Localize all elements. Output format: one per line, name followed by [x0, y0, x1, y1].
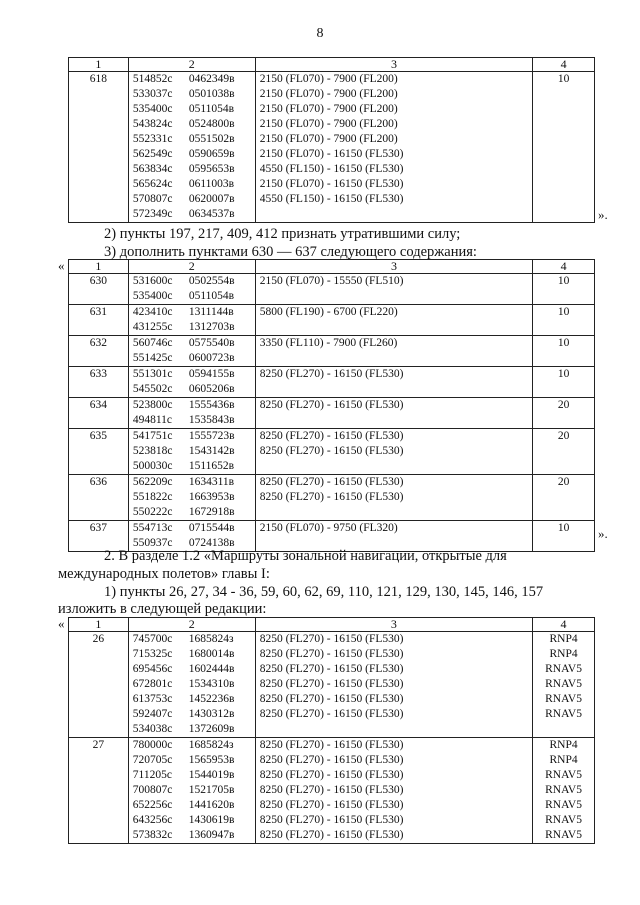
item-number-cell — [69, 398, 129, 429]
table-row — [69, 72, 595, 223]
latitude: 700807c — [132, 784, 173, 796]
coordinates-cell — [128, 367, 255, 398]
latitude: 494811c — [132, 414, 173, 426]
paragraph-3: 3) дополнить пунктами 630 — 637 следующего содержания: — [104, 244, 477, 260]
table-2-close-quote: ». — [598, 526, 608, 541]
latitude: 543824c — [132, 118, 173, 130]
longitude: 0634537в — [188, 208, 235, 220]
paragraph-2: 2) пункты 197, 217, 409, 412 признать утратившими силу; — [104, 226, 461, 242]
coordinate-pair — [133, 738, 251, 753]
column-header: 4 — [533, 58, 595, 72]
item-number-cell — [69, 738, 129, 844]
coordinate-pair — [133, 274, 251, 289]
flight-levels-cell — [255, 305, 532, 336]
column-4-cell — [533, 632, 595, 738]
column-4-value: RNP4 — [549, 633, 578, 645]
column-4-value: 20 — [557, 430, 570, 442]
flight-level-range: 8250 (FL270) - 16150 (FL530) — [259, 476, 404, 488]
flight-level-range: 8250 (FL270) - 16150 (FL530) — [259, 445, 404, 457]
coordinate-pair — [133, 677, 251, 692]
coordinates-cell — [128, 429, 255, 475]
latitude: 643256c — [132, 814, 173, 826]
longitude: 1543142в — [188, 445, 235, 457]
item-number: 635 — [89, 430, 108, 442]
longitude: 1311144в — [188, 306, 234, 318]
item-number-cell — [69, 72, 129, 223]
latitude: 672801c — [132, 678, 173, 690]
longitude: 1452236в — [188, 693, 235, 705]
longitude: 1680014в — [188, 648, 235, 660]
column-4-value: RNAV5 — [545, 784, 582, 796]
flight-level-range: 8250 (FL270) - 16150 (FL530) — [259, 678, 404, 690]
coordinate-pair — [133, 505, 251, 520]
flight-level-range: 2150 (FL070) - 15550 (FL510) — [259, 275, 404, 287]
flight-level-range: 8250 (FL270) - 16150 (FL530) — [259, 430, 404, 442]
column-header: 3 — [255, 260, 532, 274]
coordinate-pair — [133, 162, 251, 177]
column-4-value: RNP4 — [549, 648, 578, 660]
coordinate-pair — [133, 647, 251, 662]
column-4-cell — [533, 367, 595, 398]
longitude: 1535843в — [188, 414, 235, 426]
column-4-value: 10 — [557, 306, 570, 318]
flight-level-range: 8250 (FL270) - 16150 (FL530) — [259, 693, 404, 705]
flight-levels-cell — [255, 429, 532, 475]
coordinate-pair — [133, 413, 251, 428]
latitude: 514852c — [132, 73, 173, 85]
items-paragraph-line-2: изложить в следующей редакции: — [58, 601, 267, 617]
longitude: 0715544в — [188, 522, 235, 534]
longitude: 1430619в — [188, 814, 235, 826]
flight-levels-cell — [255, 475, 532, 521]
column-4-value: RNAV5 — [545, 708, 582, 720]
column-4-value: 10 — [557, 275, 570, 287]
flight-level-range: 8250 (FL270) - 16150 (FL530) — [259, 663, 404, 675]
longitude: 1544019в — [188, 769, 235, 781]
flight-level-range: 2150 (FL070) - 7900 (FL200) — [259, 118, 398, 130]
column-4-value: 10 — [557, 73, 570, 85]
page-number: 8 — [316, 26, 324, 41]
latitude: 552331c — [132, 133, 173, 145]
flight-levels-cell — [255, 367, 532, 398]
item-number: 630 — [89, 275, 108, 287]
column-4-value: 10 — [557, 337, 570, 349]
column-4-value: RNAV5 — [545, 814, 582, 826]
coordinate-pair — [133, 662, 251, 677]
coordinate-pair — [133, 813, 251, 828]
longitude: 1511652в — [188, 460, 235, 472]
flight-levels-cell — [255, 738, 532, 844]
coordinate-pair — [133, 289, 251, 304]
latitude: 533037c — [132, 88, 173, 100]
flight-level-range: 8250 (FL270) - 16150 (FL530) — [259, 633, 404, 645]
flight-level-range: 8250 (FL270) - 16150 (FL530) — [259, 769, 404, 781]
flight-level-range: 4550 (FL150) - 16150 (FL530) — [259, 163, 404, 175]
coordinate-pair — [133, 72, 251, 87]
longitude: 1602444в — [188, 663, 235, 675]
coordinate-pair — [133, 132, 251, 147]
column-4-value: RNAV5 — [545, 693, 582, 705]
coordinate-pair — [133, 207, 251, 222]
latitude: 551822c — [132, 491, 173, 503]
coordinate-pair — [133, 475, 251, 490]
coordinate-pair — [133, 320, 251, 335]
longitude: 1685824з — [188, 739, 234, 751]
longitude: 0524800в — [188, 118, 235, 130]
table-row — [69, 475, 595, 521]
item-number-cell — [69, 305, 129, 336]
section-paragraph-line-1: 2. В разделе 1.2 «Маршруты зональной навигации, открытые для — [104, 548, 507, 564]
table-row — [69, 738, 595, 844]
coordinates-cell — [128, 475, 255, 521]
longitude: 1663953в — [188, 491, 235, 503]
item-number: 634 — [89, 399, 108, 411]
coordinate-pair — [133, 398, 251, 413]
flight-levels-cell — [255, 336, 532, 367]
column-header: 1 — [69, 58, 129, 72]
column-header: 2 — [128, 58, 255, 72]
column-4-cell — [533, 521, 595, 552]
latitude: 562549c — [132, 148, 173, 160]
flight-level-range: 8250 (FL270) - 16150 (FL530) — [259, 829, 404, 841]
item-number: 631 — [89, 306, 108, 318]
latitude: 572349c — [132, 208, 173, 220]
latitude: 720705c — [132, 754, 173, 766]
coordinate-pair — [133, 382, 251, 397]
item-number: 618 — [89, 73, 108, 85]
column-4-value: 20 — [557, 476, 570, 488]
coordinate-pair — [133, 692, 251, 707]
flight-level-range: 8250 (FL270) - 16150 (FL530) — [259, 784, 404, 796]
item-number-cell — [69, 429, 129, 475]
latitude: 554713c — [132, 522, 173, 534]
latitude: 613753c — [132, 693, 173, 705]
column-4-cell — [533, 429, 595, 475]
latitude: 500030c — [132, 460, 173, 472]
coordinates-cell — [128, 305, 255, 336]
coordinate-pair — [133, 521, 251, 536]
longitude: 0620007в — [188, 193, 235, 205]
latitude: 715325c — [132, 648, 173, 660]
column-4-value: RNAV5 — [545, 678, 582, 690]
coordinates-cell — [128, 632, 255, 738]
latitude: 423410c — [132, 306, 173, 318]
longitude: 1565953в — [188, 754, 235, 766]
flight-level-range: 8250 (FL270) - 16150 (FL530) — [259, 648, 404, 660]
coordinate-pair — [133, 768, 251, 783]
coordinate-pair — [133, 367, 251, 382]
table-row — [69, 429, 595, 475]
flight-level-range: 8250 (FL270) - 16150 (FL530) — [259, 368, 404, 380]
latitude: 534038c — [132, 723, 173, 735]
flight-level-range: 8250 (FL270) - 16150 (FL530) — [259, 739, 404, 751]
longitude: 0511054в — [188, 103, 235, 115]
coordinate-pair — [133, 336, 251, 351]
latitude: 523800c — [132, 399, 173, 411]
table-3-open-quote: « — [58, 616, 65, 631]
column-header: 4 — [533, 618, 595, 632]
table-2 — [68, 259, 595, 552]
column-4-cell — [533, 72, 595, 223]
item-number-cell — [69, 274, 129, 305]
column-4-cell — [533, 305, 595, 336]
table-row — [69, 398, 595, 429]
table-1-close-quote: ». — [598, 207, 608, 222]
longitude: 1534310в — [188, 678, 235, 690]
longitude: 0501038в — [188, 88, 235, 100]
longitude: 1685824з — [188, 633, 234, 645]
column-4-value: 10 — [557, 522, 570, 534]
latitude: 565624c — [132, 178, 173, 190]
flight-level-range: 4550 (FL150) - 16150 (FL530) — [259, 193, 404, 205]
table-3 — [68, 617, 595, 844]
latitude: 431255c — [132, 321, 173, 333]
table-header-row — [69, 58, 595, 72]
flight-level-range: 8250 (FL270) - 16150 (FL530) — [259, 814, 404, 826]
longitude: 1672918в — [188, 506, 235, 518]
latitude: 563834c — [132, 163, 173, 175]
longitude: 1634311в — [188, 476, 235, 488]
flight-levels-cell — [255, 398, 532, 429]
column-4-value: RNP4 — [549, 754, 578, 766]
flight-level-range: 3350 (FL110) - 7900 (FL260) — [259, 337, 398, 349]
column-header: 1 — [69, 618, 129, 632]
latitude: 573832c — [132, 829, 173, 841]
coordinates-cell — [128, 274, 255, 305]
table-row — [69, 632, 595, 738]
column-4-cell — [533, 336, 595, 367]
latitude: 551301c — [132, 368, 173, 380]
table-row — [69, 305, 595, 336]
coordinates-cell — [128, 336, 255, 367]
table-header-row — [69, 260, 595, 274]
longitude: 1555436в — [188, 399, 235, 411]
item-number-cell — [69, 367, 129, 398]
longitude: 0590659в — [188, 148, 235, 160]
coordinate-pair — [133, 351, 251, 366]
latitude: 652256c — [132, 799, 173, 811]
item-number: 637 — [89, 522, 108, 534]
table-header-row — [69, 618, 595, 632]
coordinate-pair — [133, 707, 251, 722]
item-number: 26 — [92, 633, 105, 645]
flight-level-range: 2150 (FL070) - 7900 (FL200) — [259, 133, 398, 145]
column-header: 1 — [69, 260, 129, 274]
latitude: 562209c — [132, 476, 173, 488]
table-row — [69, 336, 595, 367]
longitude: 0462349в — [188, 73, 235, 85]
longitude: 1360947в — [188, 829, 235, 841]
coordinate-pair — [133, 783, 251, 798]
longitude: 1441620в — [188, 799, 235, 811]
item-number: 633 — [89, 368, 108, 380]
flight-level-range: 2150 (FL070) - 9750 (FL320) — [259, 522, 398, 534]
flight-level-range: 5800 (FL190) - 6700 (FL220) — [259, 306, 398, 318]
longitude: 1430312в — [188, 708, 235, 720]
latitude: 711205c — [132, 769, 172, 781]
flight-level-range: 2150 (FL070) - 7900 (FL200) — [259, 73, 398, 85]
coordinates-cell — [128, 72, 255, 223]
column-4-cell — [533, 398, 595, 429]
longitude: 0595653в — [188, 163, 235, 175]
coordinate-pair — [133, 87, 251, 102]
latitude: 535400c — [132, 103, 173, 115]
latitude: 745700c — [132, 633, 173, 645]
flight-levels-cell — [255, 632, 532, 738]
latitude: 695456c — [132, 663, 173, 675]
longitude: 0594155в — [188, 368, 235, 380]
latitude: 545502c — [132, 383, 173, 395]
flight-level-range: 2150 (FL070) - 7900 (FL200) — [259, 88, 398, 100]
coordinate-pair — [133, 177, 251, 192]
column-4-value: RNAV5 — [545, 663, 582, 675]
coordinate-pair — [133, 147, 251, 162]
latitude: 780000c — [132, 739, 173, 751]
column-4-value: RNAV5 — [545, 769, 582, 781]
flight-levels-cell — [255, 72, 532, 223]
coordinates-cell — [128, 398, 255, 429]
item-number-cell — [69, 632, 129, 738]
coordinates-cell — [128, 738, 255, 844]
table-row — [69, 274, 595, 305]
item-number-cell — [69, 336, 129, 367]
coordinate-pair — [133, 798, 251, 813]
latitude: 550937c — [132, 537, 173, 549]
coordinate-pair — [133, 305, 251, 320]
coordinate-pair — [133, 444, 251, 459]
column-header: 3 — [255, 618, 532, 632]
flight-levels-cell — [255, 274, 532, 305]
coordinate-pair — [133, 117, 251, 132]
coordinate-pair — [133, 828, 251, 843]
item-number: 636 — [89, 476, 108, 488]
coordinate-pair — [133, 102, 251, 117]
longitude: 0575540в — [188, 337, 235, 349]
coordinate-pair — [133, 192, 251, 207]
column-header: 3 — [255, 58, 532, 72]
latitude: 560746c — [132, 337, 173, 349]
longitude: 1312703в — [188, 321, 235, 333]
latitude: 550222c — [132, 506, 173, 518]
flight-level-range: 8250 (FL270) - 16150 (FL530) — [259, 799, 404, 811]
latitude: 551425c — [132, 352, 173, 364]
latitude: 592407c — [132, 708, 173, 720]
flight-level-range: 2150 (FL070) - 16150 (FL530) — [259, 178, 404, 190]
flight-level-range: 8250 (FL270) - 16150 (FL530) — [259, 399, 404, 411]
coordinate-pair — [133, 632, 251, 647]
longitude: 0724138в — [188, 537, 235, 549]
table-1 — [68, 57, 595, 223]
coordinate-pair — [133, 753, 251, 768]
items-paragraph-line-1: 1) пункты 26, 27, 34 - 36, 59, 60, 62, 69, 110, 121, 129, 130, 145, 146, 157 — [104, 584, 544, 600]
coordinate-pair — [133, 722, 251, 737]
coordinate-pair — [133, 490, 251, 505]
longitude: 1372609в — [188, 723, 235, 735]
table-row — [69, 367, 595, 398]
item-number: 27 — [92, 739, 105, 751]
column-header: 2 — [128, 618, 255, 632]
longitude: 0511054в — [188, 290, 235, 302]
latitude: 523818c — [132, 445, 173, 457]
column-4-value: RNAV5 — [545, 829, 582, 841]
latitude: 541751c — [132, 430, 173, 442]
column-header: 4 — [533, 260, 595, 274]
latitude: 570807c — [132, 193, 173, 205]
latitude: 531600c — [132, 275, 173, 287]
longitude: 0611003в — [188, 178, 235, 190]
flight-level-range: 8250 (FL270) - 16150 (FL530) — [259, 754, 404, 766]
column-4-cell — [533, 475, 595, 521]
longitude: 0600723в — [188, 352, 235, 364]
column-4-value: 10 — [557, 368, 570, 380]
flight-level-range: 2150 (FL070) - 7900 (FL200) — [259, 103, 398, 115]
longitude: 0502554в — [188, 275, 235, 287]
item-number-cell — [69, 475, 129, 521]
column-4-value: RNAV5 — [545, 799, 582, 811]
item-number: 632 — [89, 337, 108, 349]
longitude: 1555723в — [188, 430, 235, 442]
longitude: 0605206в — [188, 383, 235, 395]
longitude: 0551502в — [188, 133, 235, 145]
section-paragraph-line-2: международных полетов» главы I: — [58, 566, 270, 582]
column-4-value: 20 — [557, 399, 570, 411]
flight-level-range: 2150 (FL070) - 16150 (FL530) — [259, 148, 404, 160]
table-2-open-quote: « — [58, 258, 65, 273]
column-header: 2 — [128, 260, 255, 274]
flight-level-range: 8250 (FL270) - 16150 (FL530) — [259, 491, 404, 503]
latitude: 535400c — [132, 290, 173, 302]
longitude: 1521705в — [188, 784, 235, 796]
column-4-cell — [533, 274, 595, 305]
coordinate-pair — [133, 429, 251, 444]
coordinate-pair — [133, 459, 251, 474]
column-4-cell — [533, 738, 595, 844]
column-4-value: RNP4 — [549, 739, 578, 751]
flight-level-range: 8250 (FL270) - 16150 (FL530) — [259, 708, 404, 720]
